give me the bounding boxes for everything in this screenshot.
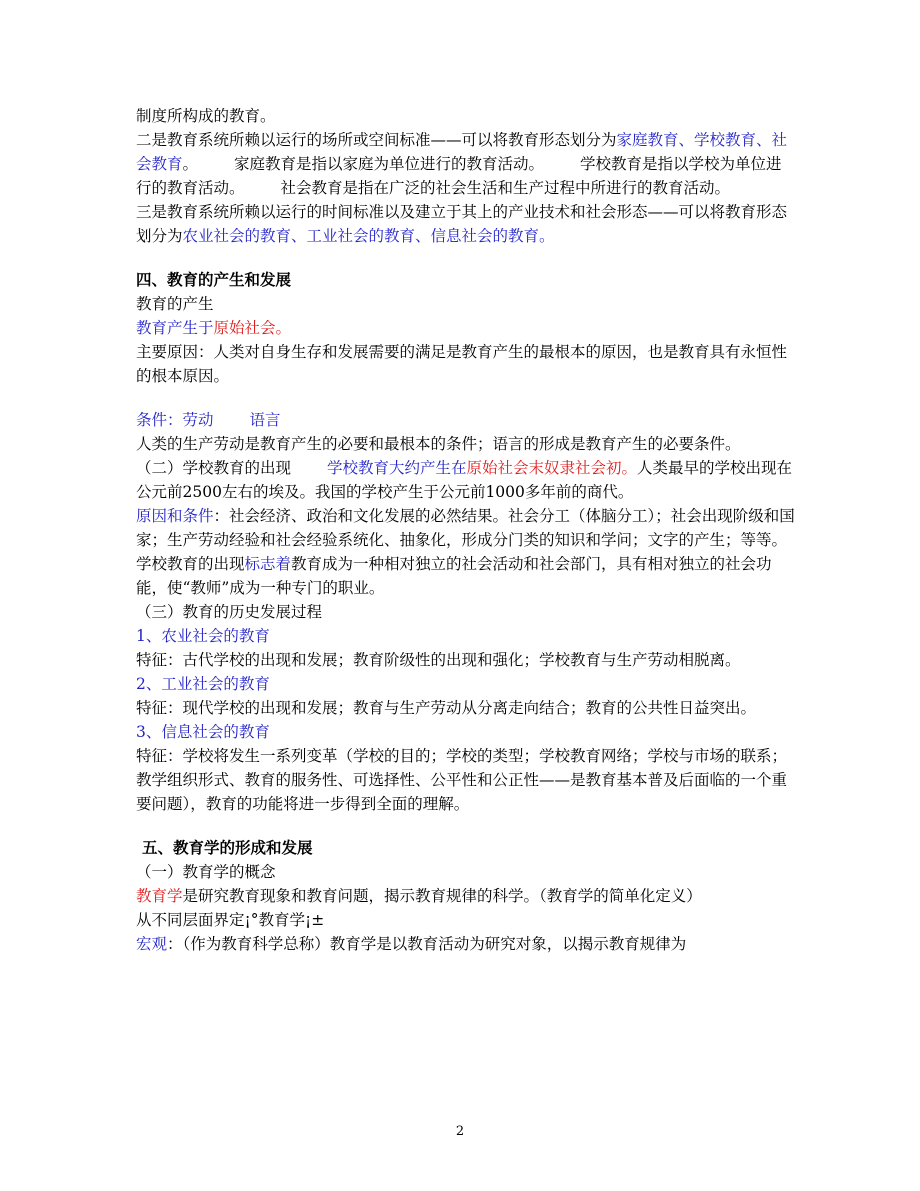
para-macro [136,932,796,956]
para-levels: 从不同层面界定¡°教育学¡± [136,911,325,929]
text: （二）学校教育的出现 [136,459,292,477]
para-time-standard [136,200,796,248]
text: ：社会经济、政治和文化发展的必然结果。社会分工（体脑分工）；社会出现阶级和国家；生产劳动经验和社会经验系统化、抽象化，形成分门类的知识和学问；文字的产生；等等。 [136,507,795,549]
section-heading-4: 四、教育的产生和发展 [136,271,292,289]
highlight-society-forms: 农业社会的教育、工业社会的教育、信息社会的教育。 [182,227,555,245]
text: 学校教育大约产生在 [327,459,467,477]
highlight-forms: 家庭教育、学校教育、社会教育 [136,131,788,173]
para-institution: 制度所构成的教育。 [136,107,276,125]
text: 宏观 [136,935,168,953]
page-number: 2 [455,1124,465,1139]
para-agricultural: 特征：古代学校的出现和发展；教育阶级性的出现和强化；学校教育与生产劳动相脱离。 [136,651,741,669]
para-conditions-text: 人类的生产劳动是教育产生的必要和最根本的条件；语言的形成是教育产生的必要条件。 [136,435,741,453]
text: 语言 [249,411,281,429]
subheading-information: 3、信息社会的教育 [136,723,270,741]
text: ：（作为教育科学总称）教育学是以教育活动为研究对象，以揭示教育规律为 [167,935,687,953]
para-information: 特征：学校将发生一系列变革（学校的目的；学校的类型；学校教育网络；学校与市场的联系；教学组织形式、教育的服务性、可选择性、公平性和公正性——是教育基本普及后面临的一个重要问题），教育的功能将进一步得到全面的理解。 [136,747,788,813]
text: 社会教育是指在广泛的社会生活和生产过程中所进行的教育活动。 [280,179,731,197]
subheading-industrial: 2、工业社会的教育 [136,675,270,693]
subheading-history: （三）教育的历史发展过程 [136,603,323,621]
para-mark [136,552,796,600]
subheading-origin: 教育的产生 [136,295,214,313]
highlight-primitive: 原始社会。 [213,319,292,337]
text: 家庭教育是指以家庭为单位进行的教育活动。 [234,155,545,173]
para-school-emergence [136,456,796,504]
para-industrial: 特征：现代学校的出现和发展；教育与生产劳动从分离走向结合；教育的公共性日益突出。 [136,699,757,717]
subheading-agricultural: 1、农业社会的教育 [136,627,270,645]
text: 二是教育系统所赖以运行的场所或空间标准——可以将教育形态划分为 [136,131,617,149]
text: 教育产生于 [136,319,214,337]
subheading-concept: （一）教育学的概念 [136,863,276,881]
para-cause [136,504,796,552]
highlight-period: 原始社会末奴隶社会初。 [466,459,638,477]
document-body [136,104,796,956]
para-origin [136,316,796,340]
text: 。 [182,155,199,173]
highlight-mark: 标志着 [244,555,292,573]
text: 是研究教育现象和教育问题，揭示教育规律的科学。（教育学的简单化定义） [182,887,702,905]
text: 三是教育系统所赖以运行的时间标准以及建立于其上的产业技术和社会形态——可以将教育形态划分为 [136,203,788,245]
text: 教育成为一种相对独立的社会活动和社会部门，具有相对独立的社会功能，使“教师”成为一种专门的职业。 [136,555,772,597]
para-main-reason: 主要原因：人类对自身生存和发展需要的满足是教育产生的最根本的原因，也是教育具有永恒性的根本原因。 [136,343,788,385]
para-definition [136,884,796,908]
text: 人类最早的学校出现在公元前2500左右的埃及。我国的学校产生于公元前1000多年前的商代。 [136,459,793,501]
text: 条件：劳动 [136,411,214,429]
text: 原因和条件 [136,507,214,525]
section-heading-5: 五、教育学的形成和发展 [142,839,313,857]
para-space-standard [136,128,796,200]
para-conditions [136,408,796,432]
highlight-pedagogy: 教育学 [136,887,183,905]
text: 学校教育的出现 [136,555,245,573]
text: 学校教育是指以学校为单位进行的教育活动。 [136,155,782,197]
